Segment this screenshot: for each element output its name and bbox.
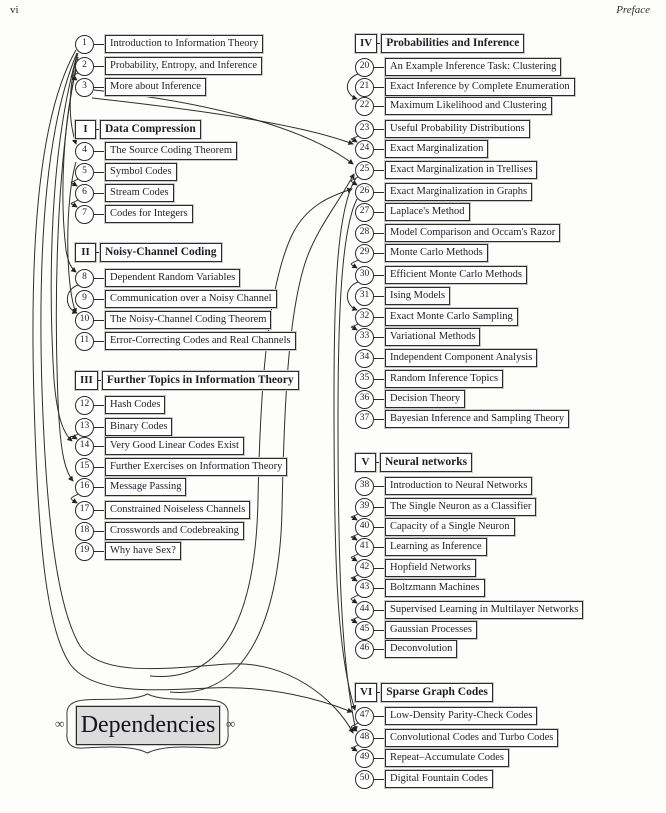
chapter-number-circle: 30: [355, 266, 374, 285]
chapter-title-box: Variational Methods: [385, 328, 480, 346]
connector-line: [374, 170, 385, 171]
chapter-number-circle: 36: [355, 390, 374, 409]
connector-line: [94, 299, 105, 300]
chapter-row: [355, 307, 518, 327]
chapter-row: [75, 141, 237, 161]
chapter-row: [75, 417, 172, 437]
chapter-number-circle: 16: [75, 478, 94, 497]
chapter-title-box: Exact Marginalization in Graphs: [385, 183, 532, 201]
chapter-number-circle: 35: [355, 370, 374, 389]
part-title-box: Neural networks: [380, 453, 472, 472]
connector-line: [94, 214, 105, 215]
chapter-number-circle: 15: [75, 458, 94, 477]
part-numeral: III: [75, 371, 98, 390]
chapter-number-circle: 24: [355, 140, 374, 159]
chapter-title-box: Deconvolution: [385, 640, 457, 658]
connector-line: [94, 551, 105, 552]
right-bow-ornament-icon: ∞: [226, 716, 236, 731]
connector-line: [94, 44, 105, 45]
connector-line: [94, 487, 105, 488]
connector-line: [94, 193, 105, 194]
chapter-row: [75, 395, 165, 415]
chapter-row: [355, 476, 532, 496]
chapter-title-box: Decision Theory: [385, 390, 465, 408]
chapter-title-box: Learning as Inference: [385, 538, 487, 556]
chapter-number-circle: 22: [355, 97, 374, 116]
chapter-number-circle: 3: [75, 78, 94, 97]
part-numeral: IV: [355, 34, 377, 53]
dependency-curve: [150, 189, 352, 677]
chapter-row: [75, 541, 181, 561]
chapter-row: [355, 202, 470, 222]
chapter-number-circle: 41: [355, 538, 374, 557]
chapter-title-box: Why have Sex?: [105, 542, 181, 560]
connector-line: [374, 399, 385, 400]
connector-line: [94, 510, 105, 511]
chapter-row: [355, 369, 503, 389]
chapter-number-circle: 43: [355, 579, 374, 598]
part-row: [355, 452, 472, 472]
connector-line: [374, 630, 385, 631]
connector-line: [94, 341, 105, 342]
chapter-number-circle: 28: [355, 224, 374, 243]
chapter-title-box: Further Exercises on Information Theory: [105, 458, 287, 476]
chapter-title-box: Hopfield Networks: [385, 559, 476, 577]
chapter-row: [355, 620, 477, 640]
chapter-number-circle: 48: [355, 729, 374, 748]
chapter-title-box: Supervised Learning in Multilayer Networks: [385, 601, 583, 619]
part-title-box: Probabilities and Inference: [381, 34, 524, 53]
chapter-title-box: An Example Inference Task: Clustering: [385, 58, 561, 76]
chapter-number-circle: 17: [75, 501, 94, 520]
connector-line: [374, 87, 385, 88]
chapter-row: [75, 77, 206, 97]
connector-line: [374, 275, 385, 276]
chapter-row: [355, 160, 537, 180]
part-row: [355, 33, 524, 53]
chapter-row: [355, 139, 488, 159]
chapter-number-circle: 5: [75, 163, 94, 182]
chapter-number-circle: 4: [75, 142, 94, 161]
chapter-number-circle: 14: [75, 437, 94, 456]
connector-line: [374, 358, 385, 359]
chapter-title-box: Stream Codes: [105, 184, 174, 202]
connector-line: [374, 738, 385, 739]
chapter-number-circle: 10: [75, 311, 94, 330]
chapter-number-circle: 18: [75, 522, 94, 541]
connector-line: [374, 547, 385, 548]
chapter-number-circle: 46: [355, 640, 374, 659]
chapter-title-box: Probability, Entropy, and Inference: [105, 57, 262, 75]
part-numeral: V: [355, 453, 376, 472]
connector-line: [94, 427, 105, 428]
chapter-title-box: Boltzmann Machines: [385, 579, 485, 597]
chapter-title-box: Capacity of a Single Neuron: [385, 518, 515, 536]
chapter-number-circle: 44: [355, 601, 374, 620]
connector-line: [374, 317, 385, 318]
chapter-number-circle: 29: [355, 244, 374, 263]
connector-line: [374, 106, 385, 107]
connector-line: [374, 568, 385, 569]
connector-line: [94, 151, 105, 152]
chapter-title-box: Communication over a Noisy Channel: [105, 290, 277, 308]
chapter-number-circle: 25: [355, 161, 374, 180]
chapter-row: [355, 497, 536, 517]
chapter-title-box: Exact Marginalization: [385, 140, 488, 158]
connector-line: [94, 467, 105, 468]
chapter-number-circle: 2: [75, 57, 94, 76]
chapter-number-circle: 20: [355, 58, 374, 77]
chapter-number-circle: 7: [75, 205, 94, 224]
chapter-row: [355, 389, 465, 409]
connector-line: [94, 320, 105, 321]
part-title-box: Noisy-Channel Coding: [100, 243, 222, 262]
chapter-number-circle: 34: [355, 349, 374, 368]
chapter-title-box: Independent Component Analysis: [385, 349, 537, 367]
connector-line: [94, 531, 105, 532]
connector-line: [374, 610, 385, 611]
chapter-title-box: Message Passing: [105, 478, 186, 496]
chapter-row: [75, 289, 277, 309]
chapter-number-circle: 26: [355, 183, 374, 202]
chapter-number-circle: 27: [355, 203, 374, 222]
chapter-row: [355, 639, 457, 659]
chapter-number-circle: 45: [355, 621, 374, 640]
chapter-row: [355, 600, 583, 620]
chapter-row: [355, 96, 552, 116]
chapter-row: [355, 706, 537, 726]
part-title-box: Data Compression: [100, 120, 201, 139]
part-row: [75, 119, 201, 139]
part-title-box: Further Topics in Information Theory: [102, 371, 299, 390]
part-title-box: Sparse Graph Codes: [381, 683, 493, 702]
chapter-title-box: Introduction to Information Theory: [105, 35, 263, 53]
chapter-title-box: Efficient Monte Carlo Methods: [385, 266, 527, 284]
connector-line: [374, 486, 385, 487]
chapter-row: [355, 769, 493, 789]
chapter-row: [355, 327, 480, 347]
connector-line: [94, 446, 105, 447]
connector-line: [374, 649, 385, 650]
chapter-row: [75, 204, 193, 224]
part-row: [355, 682, 493, 702]
chapter-title-box: Gaussian Processes: [385, 621, 477, 639]
chapter-row: [355, 265, 527, 285]
connector-line: [374, 129, 385, 130]
chapter-title-box: Exact Marginalization in Trellises: [385, 161, 537, 179]
chapter-number-circle: 33: [355, 328, 374, 347]
chapter-title-box: Constrained Noiseless Channels: [105, 501, 250, 519]
chapter-title-box: Exact Monte Carlo Sampling: [385, 308, 518, 326]
chapter-title-box: Low-Density Parity-Check Codes: [385, 707, 537, 725]
connector-line: [374, 779, 385, 780]
chapter-row: [355, 409, 569, 429]
chapter-number-circle: 6: [75, 184, 94, 203]
connector-line: [94, 66, 105, 67]
connector-line: [374, 758, 385, 759]
chapter-title-box: Digital Fountain Codes: [385, 770, 493, 788]
connector-line: [94, 405, 105, 406]
part-row: [75, 370, 299, 390]
connector-line: [94, 172, 105, 173]
chapter-title-box: Codes for Integers: [105, 205, 193, 223]
chapter-row: [355, 578, 485, 598]
chapter-row: [75, 521, 244, 541]
chapter-row: [355, 517, 515, 537]
connector-line: [374, 149, 385, 150]
connector-line: [374, 588, 385, 589]
chapter-title-box: Error-Correcting Codes and Real Channels: [105, 332, 296, 350]
chapter-title-box: Hash Codes: [105, 396, 165, 414]
chapter-title-box: Exact Inference by Complete Enumeration: [385, 78, 575, 96]
chapter-row: [75, 500, 250, 520]
chapter-title-box: The Noisy-Channel Coding Theorem: [105, 311, 271, 329]
chapter-title-box: Repeat–Accumulate Codes: [385, 749, 509, 767]
chapter-number-circle: 49: [355, 749, 374, 768]
dependencies-label: Dependencies: [76, 706, 220, 745]
chapter-title-box: The Source Coding Theorem: [105, 142, 237, 160]
chapter-number-circle: 40: [355, 518, 374, 537]
chapter-row: [355, 77, 575, 97]
connector-line: [374, 507, 385, 508]
connector-line: [374, 253, 385, 254]
chapter-title-box: More about Inference: [105, 78, 206, 96]
chapter-row: [75, 477, 186, 497]
chapter-row: [75, 183, 174, 203]
chapter-title-box: Crosswords and Codebreaking: [105, 522, 244, 540]
chapter-number-circle: 12: [75, 396, 94, 415]
chapter-number-circle: 13: [75, 418, 94, 437]
chapter-row: [355, 182, 532, 202]
part-numeral: VI: [355, 683, 377, 702]
connector-line: [374, 716, 385, 717]
connector-line: [374, 379, 385, 380]
connector-line: [374, 67, 385, 68]
chapter-number-circle: 8: [75, 269, 94, 288]
chapter-title-box: Symbol Codes: [105, 163, 177, 181]
chapter-number-circle: 31: [355, 287, 374, 306]
chapter-row: [75, 34, 263, 54]
chapter-title-box: Dependent Random Variables: [105, 269, 240, 287]
chapter-row: [75, 436, 244, 456]
connector-line: [374, 233, 385, 234]
chapter-title-box: Very Good Linear Codes Exist: [105, 437, 244, 455]
connector-line: [374, 192, 385, 193]
chapter-title-box: Useful Probability Distributions: [385, 120, 530, 138]
chapter-title-box: Ising Models: [385, 287, 450, 305]
connector-line: [374, 212, 385, 213]
chapter-number-circle: 11: [75, 332, 94, 351]
chapter-title-box: Monte Carlo Methods: [385, 244, 488, 262]
connector-line: [94, 278, 105, 279]
chapter-number-circle: 42: [355, 559, 374, 578]
chapter-number-circle: 23: [355, 120, 374, 139]
dependency-curve: [51, 55, 77, 441]
chapter-title-box: Bayesian Inference and Sampling Theory: [385, 410, 569, 428]
connector-line: [94, 87, 105, 88]
page-number: vi: [10, 4, 19, 16]
connector-line: [374, 419, 385, 420]
chapter-row: [355, 223, 560, 243]
dependency-curve: [334, 178, 356, 710]
chapter-title-box: Convolutional Codes and Turbo Codes: [385, 729, 558, 747]
chapter-number-circle: 1: [75, 35, 94, 54]
chapter-title-box: The Single Neuron as a Classifier: [385, 498, 536, 516]
chapter-title-box: Maximum Likelihood and Clustering: [385, 97, 552, 115]
chapter-row: [355, 748, 509, 768]
chapter-row: [355, 537, 487, 557]
chapter-number-circle: 21: [355, 78, 374, 97]
connector-line: [374, 527, 385, 528]
chapter-row: [355, 728, 558, 748]
chapter-row: [75, 331, 296, 351]
chapter-row: [355, 119, 530, 139]
chapter-title-box: Binary Codes: [105, 418, 172, 436]
part-numeral: I: [75, 120, 96, 139]
chapter-number-circle: 32: [355, 308, 374, 327]
chapter-title-box: Laplace's Method: [385, 203, 470, 221]
part-row: [75, 242, 222, 262]
chapter-row: [75, 56, 262, 76]
chapter-number-circle: 47: [355, 707, 374, 726]
chapter-number-circle: 50: [355, 770, 374, 789]
chapter-row: [355, 243, 488, 263]
left-bow-ornament-icon: ∞: [55, 716, 65, 731]
connector-line: [374, 337, 385, 338]
chapter-number-circle: 38: [355, 477, 374, 496]
chapter-row: [355, 558, 476, 578]
chapter-row: [75, 310, 271, 330]
connector-line: [374, 296, 385, 297]
chapter-number-circle: 37: [355, 410, 374, 429]
chapter-row: [75, 268, 240, 288]
chapter-row: [355, 348, 537, 368]
chapter-number-circle: 9: [75, 290, 94, 309]
chapter-title-box: Introduction to Neural Networks: [385, 477, 532, 495]
running-header: Preface: [616, 4, 650, 16]
chapter-title-box: Model Comparison and Occam's Razor: [385, 224, 560, 242]
part-numeral: II: [75, 243, 96, 262]
chapter-title-box: Random Inference Topics: [385, 370, 503, 388]
chapter-number-circle: 39: [355, 498, 374, 517]
chapter-row: [75, 162, 177, 182]
chapter-row: [355, 57, 561, 77]
chapter-row: [355, 286, 450, 306]
chapter-row: [75, 457, 287, 477]
chapter-number-circle: 19: [75, 542, 94, 561]
